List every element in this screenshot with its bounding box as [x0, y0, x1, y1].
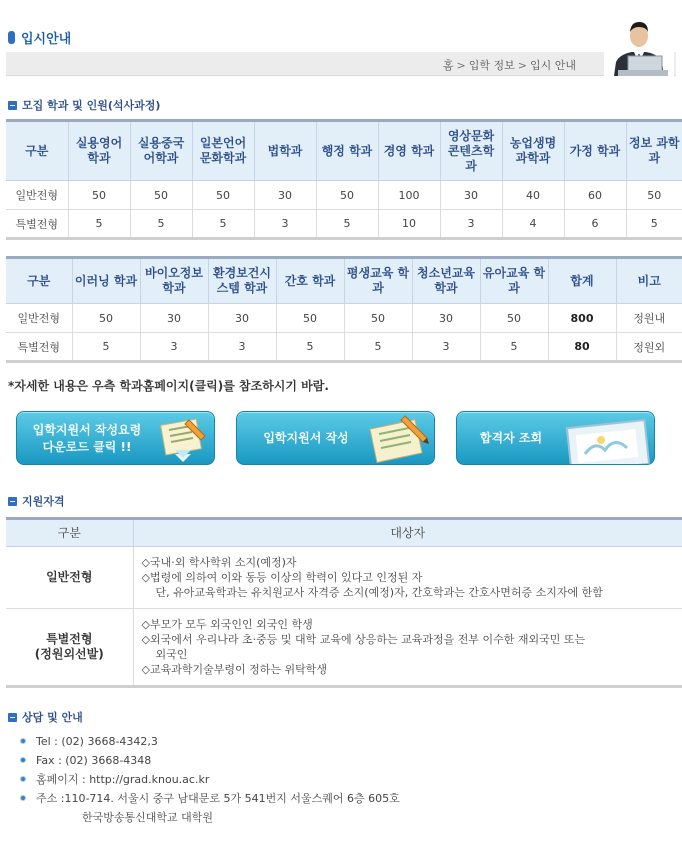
table-header-cell: 환경보건시 스템 학과 [208, 258, 276, 304]
table-header-cell: 이러닝 학과 [72, 258, 140, 304]
table-header-cell: 구분 [6, 258, 72, 304]
table-row [6, 304, 682, 333]
address-line2: 한국방송통신대학교 대학원 [82, 811, 214, 824]
table-cell: 50 [130, 181, 192, 210]
table-row [6, 333, 682, 362]
table-cell: 5 [480, 333, 548, 362]
contact-fax: Fax : (02) 3668-4348 [36, 754, 152, 767]
table-cell: 3 [140, 333, 208, 362]
table-cell: 30 [440, 181, 502, 210]
section-minus-icon: − [9, 100, 16, 110]
section-heading-recruitment [8, 97, 160, 113]
qualification-line: ◇국내·외 학사학위 소지(예정)자 [141, 556, 297, 569]
table-cell: 5 [316, 210, 378, 239]
table-header-cell: 농업생명 과학과 [502, 121, 564, 181]
table-cell: 3 [412, 333, 480, 362]
table-cell [133, 547, 682, 609]
table-cell: 5 [192, 210, 254, 239]
title-marker-icon [8, 31, 15, 44]
monitor-icon [561, 414, 653, 464]
table-cell: 3 [208, 333, 276, 362]
application-guide-download-button[interactable] [16, 411, 215, 465]
table-cell: 3 [254, 210, 316, 239]
table-cell: 5 [72, 333, 140, 362]
table-header-cell: 행정 학과 [316, 121, 378, 181]
table-header-cell: 평생교육 학과 [344, 258, 412, 304]
table-row [6, 547, 682, 609]
table-cell: 5 [130, 210, 192, 239]
table-cell: 30 [140, 304, 208, 333]
table-cell: 50 [72, 304, 140, 333]
table-header-cell: 실용영어 학과 [68, 121, 130, 181]
qualification-line: ◇외국에서 우리나라 초·중등 및 대학 교육에 상응하는 교육과정을 전부 이수한 재외국민 또는 [141, 633, 586, 646]
qualification-line: ◇법령에 의하여 이와 동등 이상의 학력이 있다고 인정된 자 [141, 571, 423, 584]
table-cell: 40 [502, 181, 564, 210]
qualification-table [6, 517, 682, 688]
breadcrumb-separator: > [456, 59, 466, 72]
bullet-dot-icon [20, 757, 26, 763]
total-cell: 800 [548, 304, 616, 333]
table-header-cell: 청소년교육 학과 [412, 258, 480, 304]
table-header-cell: 정보 과학과 [626, 121, 682, 181]
row-label: 일반전형 [6, 181, 68, 210]
table-cell: 60 [564, 181, 626, 210]
table-cell [133, 609, 682, 687]
list-item [18, 789, 400, 827]
bullet-dot-icon [20, 776, 26, 782]
table-cell: 5 [276, 333, 344, 362]
table-cell: 30 [208, 304, 276, 333]
section-heading-text: 상담 및 안내 [22, 711, 83, 724]
table-header-cell: 비고 [616, 258, 682, 304]
table-header-cell: 실용중국 어학과 [130, 121, 192, 181]
contact-address [36, 789, 400, 827]
table-cell: 50 [626, 181, 682, 210]
bullet-dot-icon [20, 738, 26, 744]
table-cell: 5 [626, 210, 682, 239]
row-label: 특별전형 [6, 333, 72, 362]
table-cell: 4 [502, 210, 564, 239]
section-heading-contact [8, 709, 83, 725]
table-cell: 5 [68, 210, 130, 239]
breadcrumb [443, 57, 576, 73]
button-label: 합격자 조회 [479, 431, 543, 445]
row-label: 특별전형 [6, 210, 68, 239]
table-header-cell: 경영 학과 [378, 121, 440, 181]
table-header-cell: 일본언어 문화학과 [192, 121, 254, 181]
list-item [18, 732, 400, 751]
list-item [18, 770, 400, 789]
section-heading-qualification [8, 493, 65, 509]
section-minus-icon: − [9, 712, 16, 722]
section-heading-text: 모집 학과 및 인원(석사과정) [22, 99, 161, 112]
table-header-cell: 대상자 [133, 519, 682, 547]
table-header-cell: 간호 학과 [276, 258, 344, 304]
table-cell: 30 [254, 181, 316, 210]
breadcrumb-home[interactable]: 홈 [442, 59, 454, 72]
acceptance-check-button[interactable] [456, 411, 655, 465]
table-cell: 6 [564, 210, 626, 239]
page-title-text: 입시안내 [21, 32, 72, 47]
table-cell: 3 [440, 210, 502, 239]
table-cell: 50 [344, 304, 412, 333]
contact-tel: Tel : (02) 3668-4342,3 [36, 735, 158, 748]
table-cell: 10 [378, 210, 440, 239]
breadcrumb-admission-guide[interactable]: 입시 안내 [529, 59, 576, 72]
section-heading-text: 지원자격 [22, 495, 65, 508]
table-cell: 30 [412, 304, 480, 333]
qualification-line: 단, 유아교육학과는 유치원교사 자격증 소지(예정)자, 간호학과는 간호사면허증 소지자에 한함 [155, 586, 603, 599]
table-header-cell: 유아교육 학과 [480, 258, 548, 304]
list-item [18, 751, 400, 770]
row-label-line1: 특별전형 [46, 632, 93, 646]
table-cell: 50 [480, 304, 548, 333]
table-cell: 100 [378, 181, 440, 210]
table-row [6, 210, 682, 239]
table-header-row [6, 258, 682, 304]
table-row [6, 609, 682, 687]
table-cell: 50 [276, 304, 344, 333]
table-header-row [6, 519, 682, 547]
remark-cell: 정원외 [616, 333, 682, 362]
button-label-line2: 다운로드 클릭 !! [42, 440, 132, 454]
contact-list [18, 732, 400, 827]
document-pencil-icon [153, 416, 213, 464]
document-pencil-icon [365, 414, 433, 464]
recruitment-table-2 [6, 256, 682, 363]
button-label: 입학지원서 작성 [263, 431, 349, 445]
table-header-cell: 법학과 [254, 121, 316, 181]
total-cell: 80 [548, 333, 616, 362]
recruitment-table-1 [6, 119, 682, 240]
row-label: 일반전형 [6, 304, 72, 333]
application-form-button[interactable] [236, 411, 435, 465]
table-header-cell: 구분 [6, 519, 133, 547]
button-label-line1: 입학지원서 작성요령 [32, 423, 142, 437]
table-cell: 50 [316, 181, 378, 210]
table-header-row [6, 121, 682, 181]
address-line1: 주소 :110-714. 서울시 중구 남대문로 5가 541번지 서울스퀘어 6층 605호 [36, 792, 400, 805]
table-cell: 50 [192, 181, 254, 210]
qualification-line: ◇교육과학기술부령이 정하는 위탁학생 [141, 663, 327, 676]
qualification-line: ◇부모가 모두 외국인인 외국인 학생 [141, 618, 313, 631]
page-title [8, 28, 71, 47]
qualification-line: 외국인 [155, 648, 188, 661]
row-label-line2: (정원외선발) [34, 647, 104, 661]
row-label [6, 609, 133, 687]
table-header-cell: 영상문화 콘텐츠학 과 [440, 121, 502, 181]
breadcrumb-separator: > [517, 59, 527, 72]
table-cell: 5 [344, 333, 412, 362]
breadcrumb-bar [6, 52, 676, 76]
section-minus-icon: − [9, 496, 16, 506]
table-header-cell: 구분 [6, 121, 68, 181]
bullet-dot-icon [20, 795, 26, 801]
header-photo [604, 18, 674, 76]
table-cell: 50 [68, 181, 130, 210]
table-header-cell: 바이오정보 학과 [140, 258, 208, 304]
department-homepage-note: *자세한 내용은 우측 학과홈페이지(클릭)를 참조하시기 바람. [8, 379, 329, 393]
contact-homepage-link[interactable]: 홈페이지 : http://grad.knou.ac.kr [36, 773, 210, 786]
table-row [6, 181, 682, 210]
table-header-cell: 합계 [548, 258, 616, 304]
breadcrumb-admission-info[interactable]: 입학 정보 [468, 59, 515, 72]
remark-cell: 정원내 [616, 304, 682, 333]
row-label: 일반전형 [6, 547, 133, 609]
table-header-cell: 가정 학과 [564, 121, 626, 181]
